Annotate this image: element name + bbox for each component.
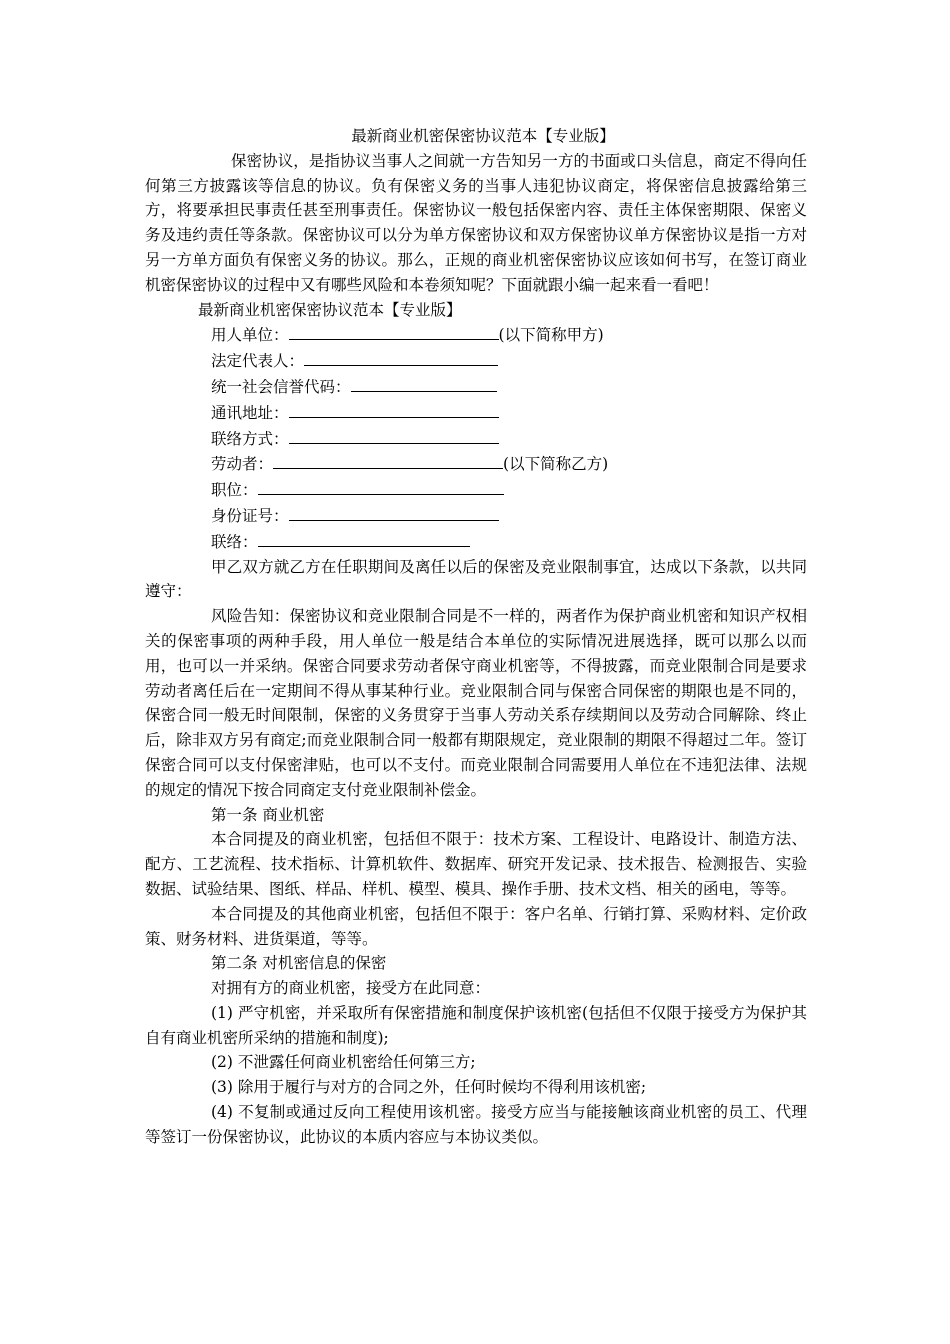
address-blank[interactable] bbox=[289, 400, 499, 418]
credit-code-label: 统一社会信誉代码： bbox=[211, 377, 351, 396]
legal-rep-line bbox=[145, 348, 807, 374]
id-label: 身份证号： bbox=[211, 506, 289, 525]
phone-label: 联络： bbox=[211, 532, 258, 551]
risk-paragraph: 风险告知：保密协议和竞业限制合同是不一样的，两者作为保护商业机密和知识产权相关的保密事项的两种手段，用人单位一般是结合本单位的实际情况进展选择，既可以那么以而用，也可以一并采纳。保密合同要求劳动者保守商业机密等，不得披露，而竞业限制合同是要求劳动者离任后在一定期间不得从事某种行业。竞业限制合同与保密合同保密的期限也是不同的，保密合同一般无时间限制，保密的义务贯穿于当事人劳动关系存续期间以及劳动合同解除、终止后，除非双方另有商定;而竞业限制合同一般都有期限规定，竞业限制的期限不得超过二年。签订保密合同可以支付保密津贴，也可以不支付。而竞业限制合同需要用人单位在不违犯法律、法规的规定的情况下按合同商定支付竞业限制补偿金。 bbox=[145, 607, 807, 799]
id-blank[interactable] bbox=[289, 503, 499, 521]
position-blank[interactable] bbox=[258, 477, 504, 495]
worker-blank[interactable] bbox=[273, 451, 503, 469]
employer-blank[interactable] bbox=[289, 322, 499, 340]
article-1-paragraph-1: 本合同提及的商业机密，包括但不限于：技术方案、工程设计、电路设计、制造方法、配方、工艺流程、技术指标、计算机软件、数据库、研究开发记录、技术报告、检测报告、实验数据、试验结果、图纸、样品、样机、模型、模具、操作手册、技术文档、相关的函电，等等。 bbox=[145, 830, 807, 898]
article-2-item-4: (4) 不复制或通过反向工程使用该机密。接受方应当与能接触该商业机密的员工、代理等签订一份保密协议，此协议的本质内容应与本协议类似。 bbox=[145, 1103, 807, 1146]
worker-label: 劳动者： bbox=[211, 455, 274, 474]
address-label: 通讯地址： bbox=[211, 403, 289, 422]
contact-label: 联络方式： bbox=[211, 429, 289, 448]
article-1-paragraph-2: 本合同提及的其他商业机密，包括但不限于：客户名单、行销打算、采购材料、定价政策、财务材料、进货渠道，等等。 bbox=[145, 904, 807, 948]
contact-blank[interactable] bbox=[289, 426, 499, 444]
contact-line bbox=[145, 426, 807, 452]
worker-suffix: (以下简称乙方) bbox=[503, 455, 609, 474]
address-line bbox=[145, 400, 807, 426]
position-label: 职位： bbox=[211, 481, 258, 500]
agreement-paragraph: 甲乙双方就乙方在任职期间及离任以后的保密及竞业限制事宜，达成以下条款，以共同遵守： bbox=[145, 557, 807, 601]
article-2-item-1: (1) 严守机密，并采取所有保密措施和制度保护该机密(包括但不仅限于接受方为保护其自有商业机密所采纳的措施和制度); bbox=[145, 1003, 807, 1047]
worker-line bbox=[145, 451, 807, 477]
article-1-title: 第一条 商业机密 bbox=[211, 805, 325, 824]
document-body bbox=[145, 124, 807, 1150]
document-subtitle: 最新商业机密保密协议范本【专业版】 bbox=[198, 300, 462, 319]
employer-line bbox=[145, 322, 807, 348]
phone-blank[interactable] bbox=[258, 529, 470, 547]
legal-rep-label: 法定代表人： bbox=[211, 352, 305, 371]
credit-code-blank[interactable] bbox=[351, 374, 497, 392]
article-2-item-2: (2) 不泄露任何商业机密给任何第三方; bbox=[211, 1053, 476, 1072]
employer-label: 用人单位： bbox=[211, 326, 289, 345]
credit-code-line bbox=[145, 374, 807, 400]
position-line bbox=[145, 477, 807, 503]
party-form bbox=[145, 322, 807, 554]
article-2-title: 第二条 对机密信息的保密 bbox=[211, 954, 387, 973]
legal-rep-blank[interactable] bbox=[304, 348, 498, 366]
phone-line bbox=[145, 529, 807, 555]
article-2-item-3: (3) 除用于履行与对方的合同之外，任何时候均不得利用该机密; bbox=[211, 1078, 647, 1097]
id-line bbox=[145, 503, 807, 529]
document-title: 最新商业机密保密协议范本【专业版】 bbox=[351, 127, 615, 145]
employer-suffix: (以下简称甲方) bbox=[498, 326, 604, 345]
intro-paragraph: 保密协议，是指协议当事人之间就一方告知另一方的书面或口头信息，商定不得向任何第三方披露该等信息的协议。负有保密义务的当事人违犯协议商定，将保密信息披露给第三方，将要承担民事责任甚至刑事责任。保密协议一般包括保密内容、责任主体保密期限、保密义务及违约责任等条款。保密协议可以分为单方保密协议和双方保密协议单方保密协议是指一方对另一方单方面负有保密义务的协议。那么，正规的商业机密保密协议应该如何书写，在签订商业机密保密协议的过程中又有哪些风险和本卷须知呢？下面就跟小编一起来看一看吧！ bbox=[145, 151, 807, 294]
article-2-lead: 对拥有方的商业机密，接受方在此同意： bbox=[211, 979, 491, 998]
